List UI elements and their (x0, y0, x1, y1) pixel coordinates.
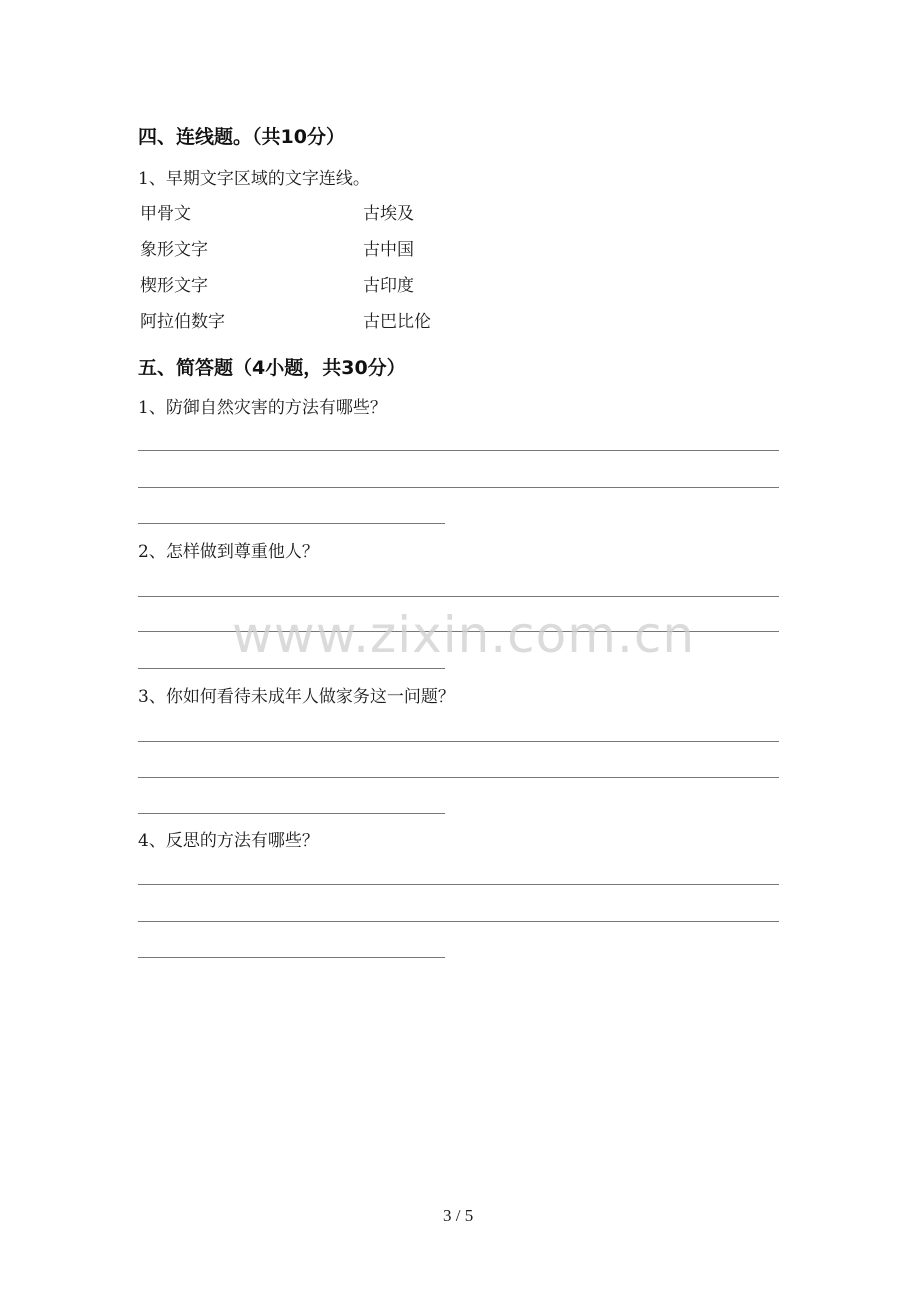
match-left-item: 阿拉伯数字 (140, 312, 225, 332)
short-answer-question: 1、防御自然灾害的方法有哪些？ (138, 398, 387, 418)
match-right-item: 古埃及 (363, 204, 414, 224)
watermark: www.zixin.com.cn (232, 606, 696, 664)
match-right-item: 古印度 (363, 276, 414, 296)
matching-question: 1、早期文字区域的文字连线。 (138, 169, 370, 189)
answer-line (138, 523, 445, 524)
match-left-item: 甲骨文 (140, 204, 191, 224)
section-5-title: 五、简答题（4小题，共30分） (138, 357, 406, 379)
short-answer-question: 2、怎样做到尊重他人？ (138, 542, 319, 562)
short-answer-question: 4、反思的方法有哪些？ (138, 831, 319, 851)
page-number: 3 / 5 (443, 1206, 474, 1225)
match-right-item: 古巴比伦 (363, 312, 431, 332)
match-left-item: 象形文字 (140, 240, 208, 260)
short-answer-question: 3、你如何看待未成年人做家务这一问题？ (138, 687, 455, 707)
answer-line (138, 921, 779, 922)
answer-line (138, 596, 779, 597)
answer-line (138, 487, 779, 488)
answer-line (138, 884, 779, 885)
section-4-title: 四、连线题。（共10分） (138, 126, 345, 148)
match-right-item: 古中国 (363, 240, 414, 260)
answer-line (138, 741, 779, 742)
answer-line (138, 450, 779, 451)
answer-line (138, 668, 445, 669)
answer-line (138, 957, 445, 958)
answer-line (138, 813, 445, 814)
match-left-item: 楔形文字 (140, 276, 208, 296)
answer-line (138, 777, 779, 778)
